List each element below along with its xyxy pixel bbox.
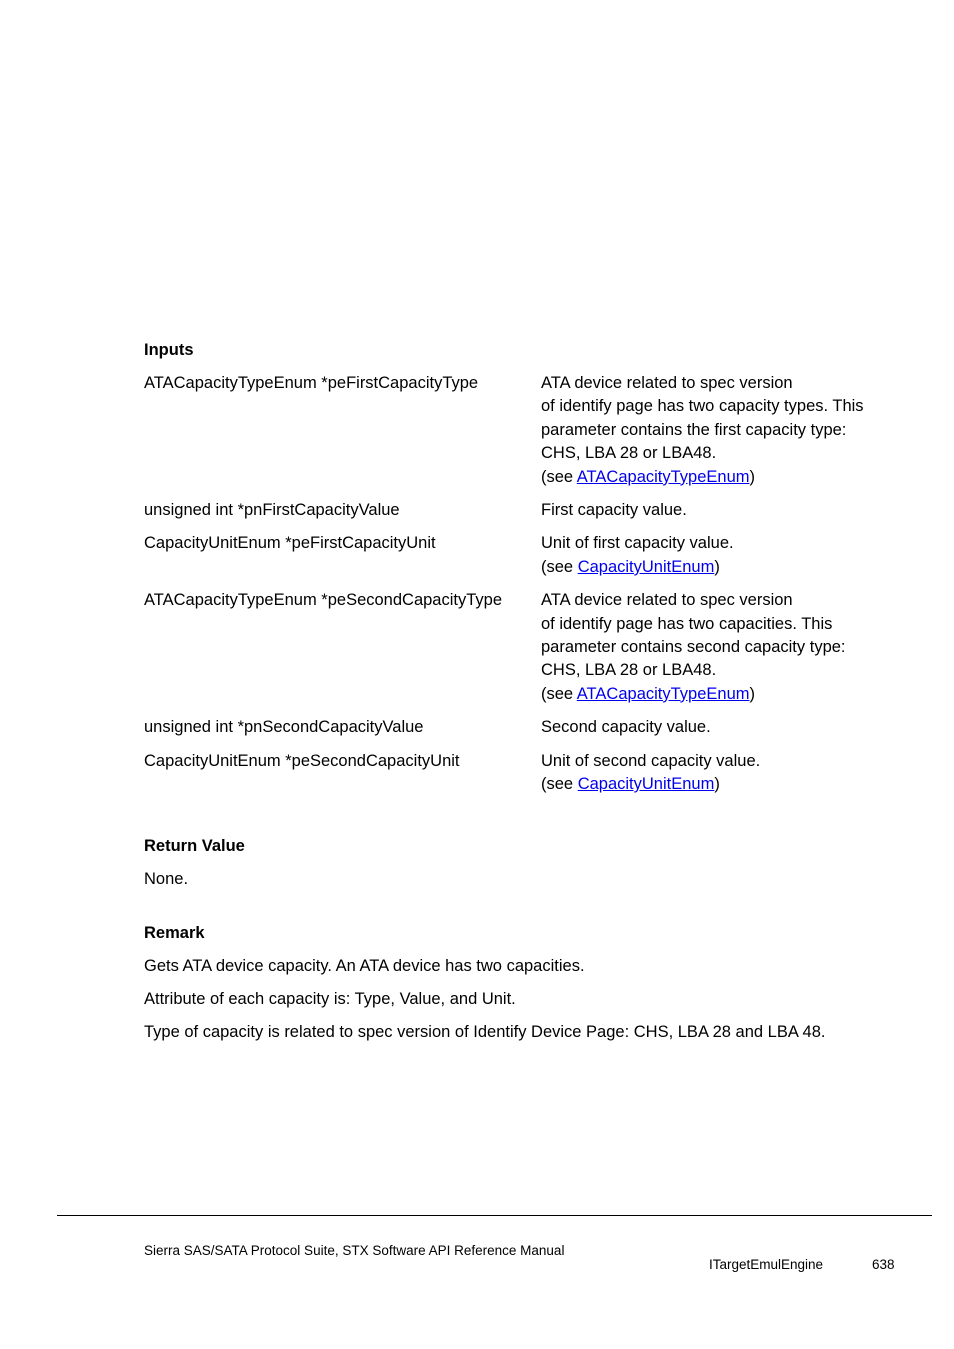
description-line: ATA device related to spec version [541, 591, 793, 610]
param-description [541, 589, 904, 716]
remark-section [144, 922, 904, 1044]
description-line: of identify page has two capacities. This [541, 614, 833, 633]
description-line: First capacity value. [541, 501, 687, 520]
see-reference [541, 466, 904, 489]
param-description [541, 532, 904, 589]
remark-paragraph: Gets ATA device capacity. An ATA device has two capacities. [144, 956, 585, 975]
capacityunitenum-link[interactable]: CapacityUnitEnum [577, 775, 715, 794]
return-value-section [144, 835, 904, 891]
see-reference [541, 773, 904, 796]
param-row [144, 499, 904, 532]
remark-paragraph: Type of capacity is related to spec version of Identify Device Page: CHS, LBA 28 and LBA 48. [144, 1022, 826, 1041]
description-line: ATA device related to spec version [541, 374, 793, 392]
atacapacitytypeenum-link[interactable]: ATACapacityTypeEnum [576, 467, 750, 486]
return-value-heading: Return Value [144, 836, 245, 855]
param-description [541, 499, 904, 532]
remark-heading: Remark [144, 923, 205, 942]
see-reference [541, 556, 904, 579]
footer-manual-title: Sierra SAS/SATA Protocol Suite, STX Software API Reference Manual [144, 1243, 565, 1258]
see-suffix: ) [749, 684, 755, 703]
param-name: CapacityUnitEnum *peSecondCapacityUnit [144, 751, 460, 770]
inputs-section [144, 339, 904, 807]
description-line: Unit of second capacity value. [541, 751, 761, 770]
param-name: unsigned int *pnFirstCapacityValue [144, 501, 400, 520]
description-line: parameter contains the first capacity type: [541, 420, 847, 439]
param-row [144, 589, 904, 716]
param-description [541, 716, 904, 749]
see-reference [541, 683, 904, 706]
footer-divider [57, 1215, 932, 1216]
inputs-table [144, 372, 904, 807]
footer-section-name: ITargetEmulEngine [709, 1257, 824, 1272]
description-line: parameter contains second capacity type: [541, 638, 846, 657]
capacityunitenum-link[interactable]: CapacityUnitEnum [577, 557, 715, 576]
footer-page-number: 638 [872, 1257, 895, 1272]
description-line: CHS, LBA 28 or LBA48. [541, 661, 717, 680]
see-prefix: (see [541, 467, 577, 486]
param-row [144, 372, 904, 499]
param-description [541, 750, 904, 807]
description-line: Unit of first capacity value. [541, 534, 734, 553]
page-content [144, 339, 904, 1054]
param-name: ATACapacityTypeEnum *peFirstCapacityType [144, 374, 479, 392]
description-line: Second capacity value. [541, 718, 711, 737]
see-suffix: ) [714, 775, 720, 794]
inputs-heading: Inputs [144, 341, 194, 359]
param-name: unsigned int *pnSecondCapacityValue [144, 718, 424, 737]
description-line: CHS, LBA 28 or LBA48. [541, 444, 717, 463]
param-row [144, 532, 904, 589]
param-row [144, 716, 904, 749]
description-line: of identify page has two capacity types. This [541, 397, 864, 416]
param-row [144, 750, 904, 807]
return-value-text: None. [144, 869, 189, 888]
param-name: ATACapacityTypeEnum *peSecondCapacityType [144, 591, 502, 610]
atacapacitytypeenum-link[interactable]: ATACapacityTypeEnum [576, 684, 750, 703]
param-description [541, 372, 904, 499]
see-prefix: (see [541, 684, 577, 703]
see-prefix: (see [541, 557, 578, 576]
param-name: CapacityUnitEnum *peFirstCapacityUnit [144, 534, 436, 553]
see-prefix: (see [541, 775, 578, 794]
see-suffix: ) [714, 557, 720, 576]
see-suffix: ) [749, 467, 755, 486]
remark-paragraph: Attribute of each capacity is: Type, Value, and Unit. [144, 989, 516, 1008]
